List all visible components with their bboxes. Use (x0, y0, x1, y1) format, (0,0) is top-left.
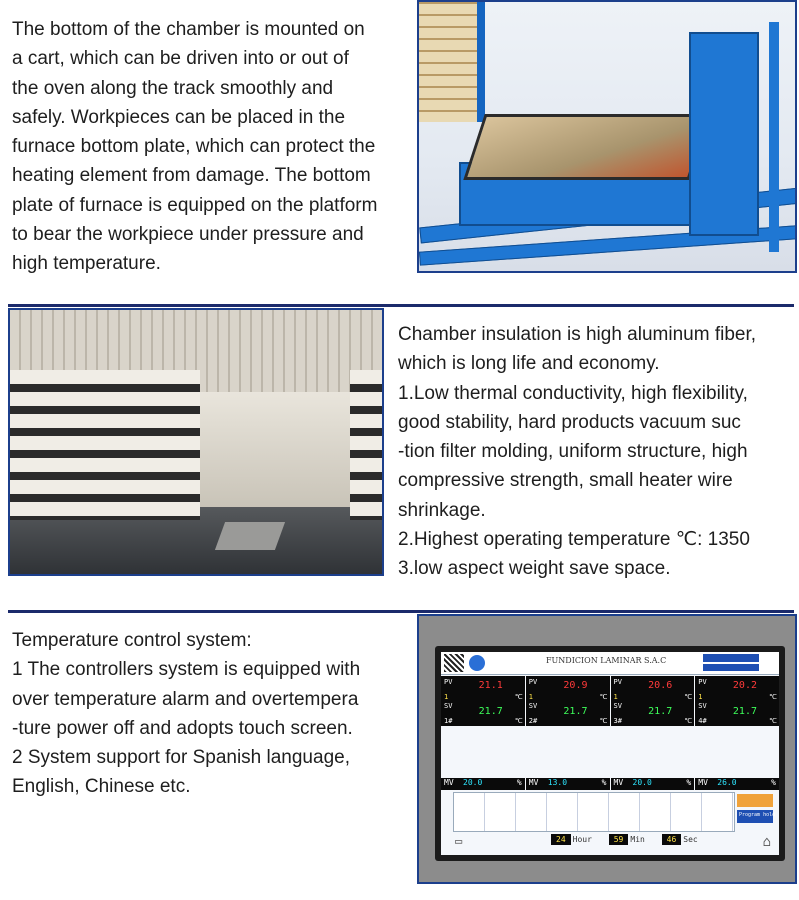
text-line: good stability, hard products vacuum suc (398, 411, 741, 433)
qr-code-icon (444, 654, 464, 672)
mv-readout: MV 26.0 % (695, 778, 779, 790)
text-line: -tion filter molding, uniform structure, high (398, 441, 748, 463)
text-line: 3.low aspect weight save space. (398, 558, 671, 580)
text-line: 1.Low thermal conductivity, high flexibility, (398, 382, 748, 404)
zone-panel: PV 20.9 1 ℃ SV 21.7 2# ℃ (526, 676, 610, 726)
zone-panel: PV 20.6 1 ℃ SV 21.7 3# ℃ (611, 676, 695, 726)
program-hold-button[interactable]: Program hold (737, 810, 773, 823)
controller-screen (441, 652, 779, 855)
zone-panel: PV 21.1 1 ℃ SV 21.7 1# ℃ (441, 676, 525, 726)
chamber-photo (8, 308, 384, 576)
logo-icon (469, 655, 485, 671)
text-line: shrinkage. (398, 499, 486, 521)
zone-panel: PV 20.2 1 ℃ SV 21.7 4# ℃ (695, 676, 779, 726)
text-line: to bear the workpiece under pressure and (12, 224, 364, 246)
control-description (12, 626, 360, 802)
text-line: heating element from damage. The bottom (12, 165, 371, 187)
text-line: 1 The controllers system is equipped with (12, 659, 361, 681)
mv-readout: MV 13.0 % (526, 778, 610, 790)
text-line: English, Chinese etc. (12, 776, 191, 798)
text-line: safely. Workpieces can be placed in the (12, 106, 346, 128)
text-line: Temperature control system: (12, 630, 252, 651)
cart-photo (417, 0, 797, 273)
section-divider (8, 610, 405, 613)
chamber-description (398, 320, 756, 584)
text-line: the oven along the track smoothly and (12, 77, 334, 99)
text-line: -ture power off and adopts touch screen. (12, 717, 353, 739)
text-line: 2.Highest operating temperature ℃: 1350 (398, 529, 750, 551)
section-divider (396, 304, 794, 307)
text-line: compressive strength, small heater wire (398, 470, 733, 492)
company-name: FUNDICION LAMINAR S.A.C (546, 656, 667, 665)
text-line: The bottom of the chamber is mounted on (12, 19, 365, 40)
home-icon[interactable]: ⌂ (762, 834, 771, 850)
cart-description (12, 15, 377, 279)
text-line: which is long life and economy. (398, 353, 660, 375)
text-line: furnace bottom plate, which can protect the (12, 136, 376, 158)
trend-chart (453, 792, 735, 832)
monitor-icon[interactable]: ▭ (455, 834, 463, 848)
text-line: 2 System support for Spanish language, (12, 747, 350, 769)
timer-readout: 24 Hour 59 Min 46 Sec (551, 834, 710, 845)
mv-readout: MV 20.0 % (441, 778, 525, 790)
mv-readout: MV 20.0 % (611, 778, 695, 790)
text-line: a cart, which can be driven into or out of (12, 48, 349, 70)
status-button[interactable] (737, 794, 773, 807)
section-divider (8, 304, 405, 307)
controller-photo (417, 614, 797, 884)
text-line: high temperature. (12, 253, 161, 275)
text-line: Chamber insulation is high aluminum fiber, (398, 324, 757, 345)
text-line: plate of furnace is equipped on the platform (12, 194, 378, 216)
text-line: over temperature alarm and overtempera (12, 688, 359, 710)
section-divider (396, 610, 794, 613)
